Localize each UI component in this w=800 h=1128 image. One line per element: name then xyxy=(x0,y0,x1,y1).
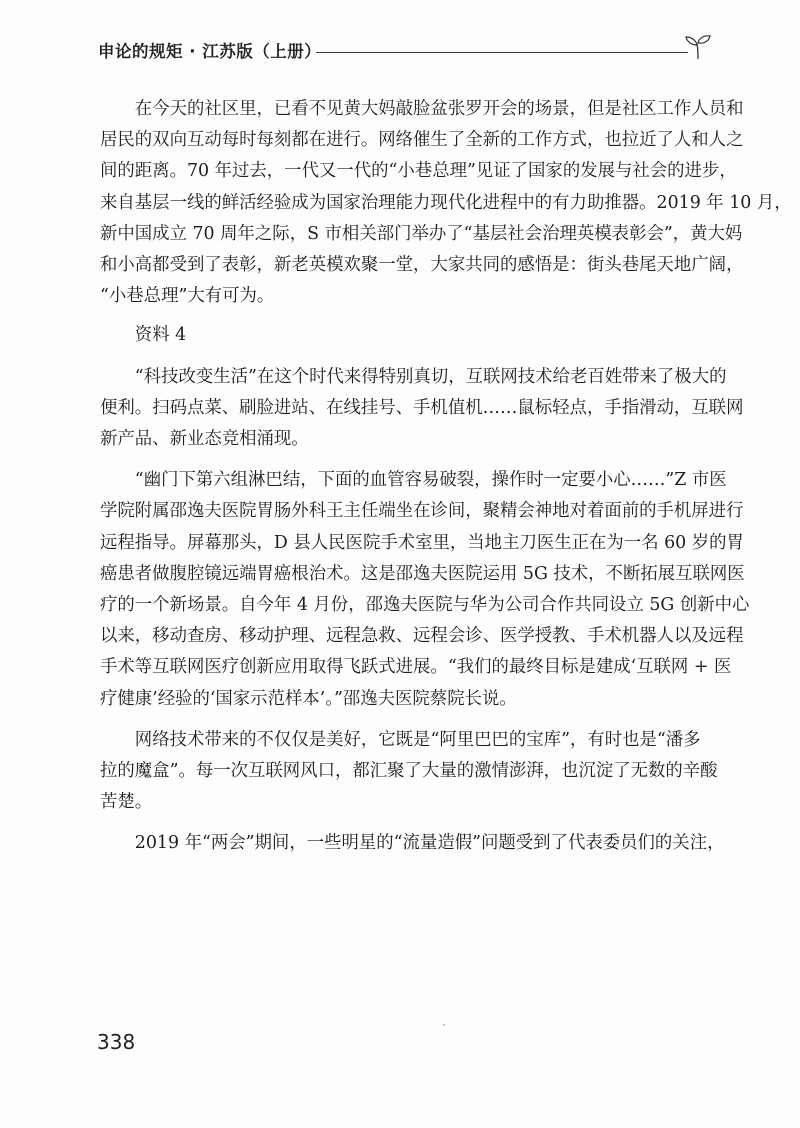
text-line: 手术等互联网医疗创新应用取得飞跃式进展。“我们的最终目标是建成‘互联网 + 医 xyxy=(100,657,732,678)
text-line: 来自基层一线的鲜活经验成为国家治理能力现代化进程中的有力助推器。2019 年 10 月， xyxy=(100,192,792,213)
paragraph-network-double-edge xyxy=(100,725,718,819)
text-line: 疗健康’经验的‘国家示范样本’。”邵逸夫医院蔡院长说。 xyxy=(100,688,517,709)
sprout-icon xyxy=(684,34,712,60)
text-line: 新产品、新业态竞相涌现。 xyxy=(100,429,309,450)
paragraph-tech-life xyxy=(100,362,744,456)
text-line: 远程指导。屏幕那头，D 县人民医院手术室里，当地主刀医生正在为一名 60 岁的胃 xyxy=(100,532,744,553)
text-line: 苦楚。 xyxy=(100,792,153,813)
text-line: 2019 年“两会”期间，一些明星的“流量造假”问题受到了代表委员们的关注， xyxy=(134,833,725,854)
text-line: 和小高都受到了表彰，新老英模欢聚一堂，大家共同的感悟是：街头巷尾天地广阔， xyxy=(100,255,744,276)
text-line: “科技改变生活”在这个时代来得特别真切，互联网技术给老百姓带来了极大的 xyxy=(134,366,727,387)
text-line: 以来，移动查房、移动护理、远程急救、远程会诊、医学授教、手术机器人以及远程 xyxy=(100,626,744,647)
text-line: “小巷总理”大有可为。 xyxy=(100,286,275,307)
page-number: 338 xyxy=(97,1030,136,1054)
text-line: 新中国成立 70 周年之际，S 市相关部门举办了“基层社会治理英模表彰会”，黄大妈 xyxy=(100,223,743,244)
section-label: 资料 4 xyxy=(134,325,187,346)
running-header xyxy=(98,34,710,64)
text-line: 拉的魔盒”。每一次互联网风口，都汇聚了大量的激情澎湃，也沉淀了无数的辛酸 xyxy=(100,761,718,782)
text-line: “幽门下第六组淋巴结，下面的血管容易破裂，操作时一定要小心……”Z 市医 xyxy=(134,470,727,491)
text-line: 在今天的社区里，已看不见黄大妈敲脸盆张罗开会的场景，但是社区工作人员和 xyxy=(134,99,744,119)
scan-speck xyxy=(443,1024,445,1026)
paragraph-5g-hospital xyxy=(100,465,750,715)
text-line: 便利。扫码点菜、刷脸进站、在线挂号、手机值机……鼠标轻点，手指滑动，互联网 xyxy=(100,397,744,418)
text-line: 学院附属邵逸夫医院胃肠外科王主任端坐在诊间，聚精会神地对着面前的手机屏进行 xyxy=(100,501,744,522)
header-rule xyxy=(316,52,688,53)
paragraph-community xyxy=(100,94,792,312)
text-line: 癌患者做腹腔镜远端胃癌根治术。这是邵逸夫医院运用 5G 技术，不断拓展互联网医 xyxy=(100,563,745,584)
book-title: 申论的规矩 · 江苏版（上册） xyxy=(98,42,322,61)
text-line: 疗的一个新场景。自今年 4 月份，邵逸夫医院与华为公司合作共同设立 5G 创新中心 xyxy=(100,595,750,616)
text-line: 居民的双向互动每时每刻都在进行。网络催生了全新的工作方式，也拉近了人和人之 xyxy=(100,130,744,151)
paragraph-traffic-fraud xyxy=(100,828,725,859)
text-line: 间的距离。70 年过去，一代又一代的“小巷总理”见证了国家的发展与社会的进步， xyxy=(100,161,737,182)
text-line: 网络技术带来的不仅仅是美好，它既是“阿里巴巴的宝库”，有时也是“潘多 xyxy=(134,729,701,750)
page-body xyxy=(100,94,792,860)
